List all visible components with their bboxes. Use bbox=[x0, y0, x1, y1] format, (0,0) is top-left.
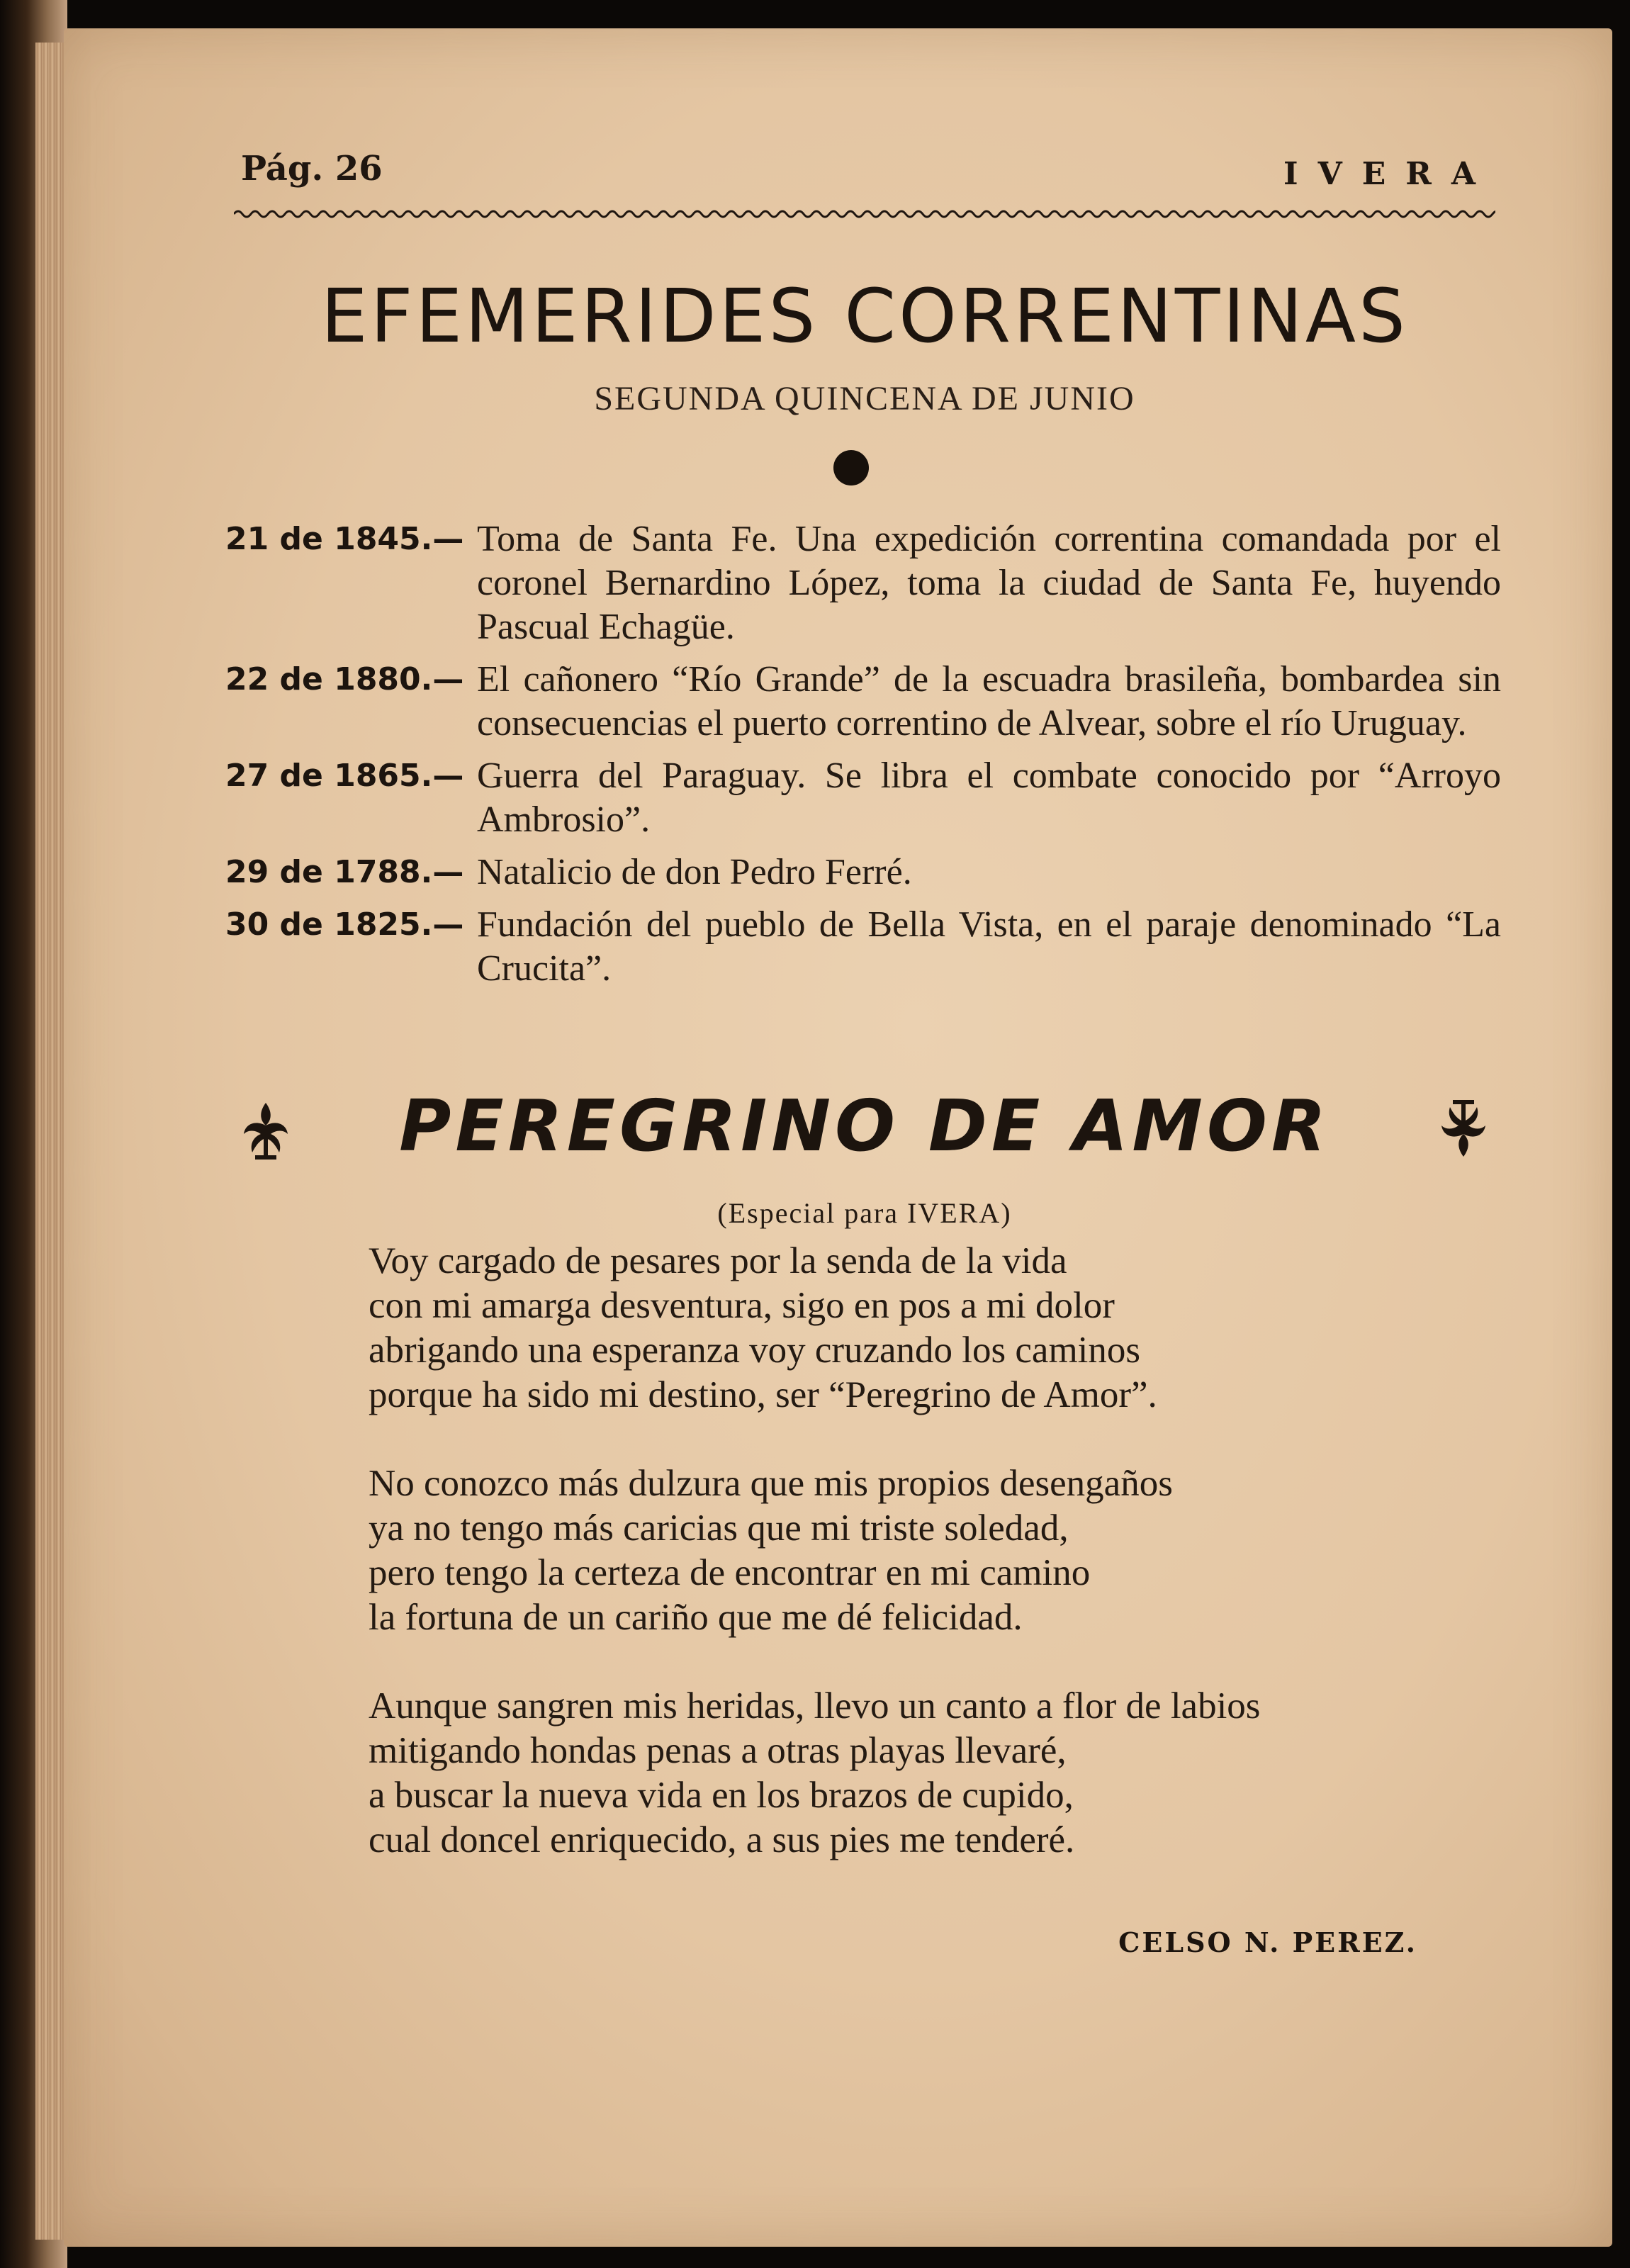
entry-date: 27 de 1865.— bbox=[225, 758, 464, 794]
list-item bbox=[225, 517, 1501, 649]
page-number: Pág. 26 bbox=[241, 149, 383, 189]
verse-line: Voy cargado de pesares por la senda de la vida bbox=[369, 1240, 1067, 1281]
stanza bbox=[369, 1684, 1488, 1863]
verse-line: con mi amarga desventura, sigo en pos a mi dolor bbox=[369, 1285, 1115, 1326]
stanza bbox=[369, 1239, 1488, 1418]
page-header bbox=[241, 149, 1495, 213]
poem-title-row bbox=[234, 1084, 1495, 1177]
verse-line: la fortuna de un cariño que me dé felicidad. bbox=[369, 1597, 1023, 1638]
list-item bbox=[225, 850, 1501, 894]
verse-line: ya no tengo más caricias que mi triste soledad, bbox=[369, 1508, 1069, 1549]
entry-date: 30 de 1825.— bbox=[225, 906, 464, 943]
poem-author: CELSO N. PEREZ. bbox=[1118, 1926, 1417, 1958]
entry-text: El cañonero “Río Grande” de la escuadra brasileña, bombardea sin consecuencias el puerto correntino de Alvear, sobre el río Uruguay. bbox=[477, 659, 1501, 743]
verse-line: cual doncel enriquecido, a sus pies me tenderé. bbox=[369, 1819, 1075, 1860]
wavy-divider bbox=[234, 206, 1495, 223]
entry-date: 21 de 1845.— bbox=[225, 521, 464, 557]
entry-date: 22 de 1880.— bbox=[225, 661, 464, 697]
magazine-name: IVERA bbox=[1283, 156, 1495, 192]
entry-date: 29 de 1788.— bbox=[225, 854, 464, 890]
verse-line: porque ha sido mi destino, ser “Peregrino de Amor”. bbox=[369, 1374, 1157, 1415]
verse-line: a buscar la nueva vida en los brazos de cupido, bbox=[369, 1775, 1074, 1816]
ephemerides-list bbox=[225, 517, 1501, 999]
entry-text: Toma de Santa Fe. Una expedición correntina comandada por el coronel Bernardino López, toma la ciudad de Santa Fe, huyendo Pascual Echagüe. bbox=[477, 519, 1501, 647]
fleuron-left-icon bbox=[238, 1099, 293, 1161]
entry-text: Fundación del pueblo de Bella Vista, en el paraje denominado “La Crucita”. bbox=[477, 904, 1501, 989]
bullet-dot bbox=[833, 450, 869, 485]
list-item bbox=[225, 903, 1501, 991]
stanza bbox=[369, 1461, 1488, 1640]
list-item bbox=[225, 754, 1501, 842]
verse-line: pero tengo la certeza de encontrar en mi camino bbox=[369, 1552, 1091, 1593]
poem-body bbox=[369, 1239, 1488, 1907]
verse-line: Aunque sangren mis heridas, llevo un canto a flor de labios bbox=[369, 1685, 1261, 1727]
list-item bbox=[225, 658, 1501, 746]
verse-line: No conozco más dulzura que mis propios desengaños bbox=[369, 1463, 1173, 1504]
poem-subtitle: (Especial para IVERA) bbox=[717, 1197, 1012, 1229]
entry-text: Guerra del Paraguay. Se libra el combate conocido por “Arroyo Ambrosio”. bbox=[477, 756, 1501, 840]
fleuron-right-icon bbox=[1436, 1099, 1491, 1161]
article-subtitle: SEGUNDA QUINCENA DE JUNIO bbox=[594, 380, 1135, 417]
article-title: EFEMERIDES CORRENTINAS bbox=[320, 273, 1409, 359]
verse-line: abrigando una esperanza voy cruzando los caminos bbox=[369, 1330, 1141, 1371]
poem-title: PEREGRINO DE AMOR bbox=[399, 1084, 1330, 1167]
verse-line: mitigando hondas penas a otras playas llevaré, bbox=[369, 1730, 1067, 1771]
entry-text: Natalicio de don Pedro Ferré. bbox=[477, 852, 912, 892]
